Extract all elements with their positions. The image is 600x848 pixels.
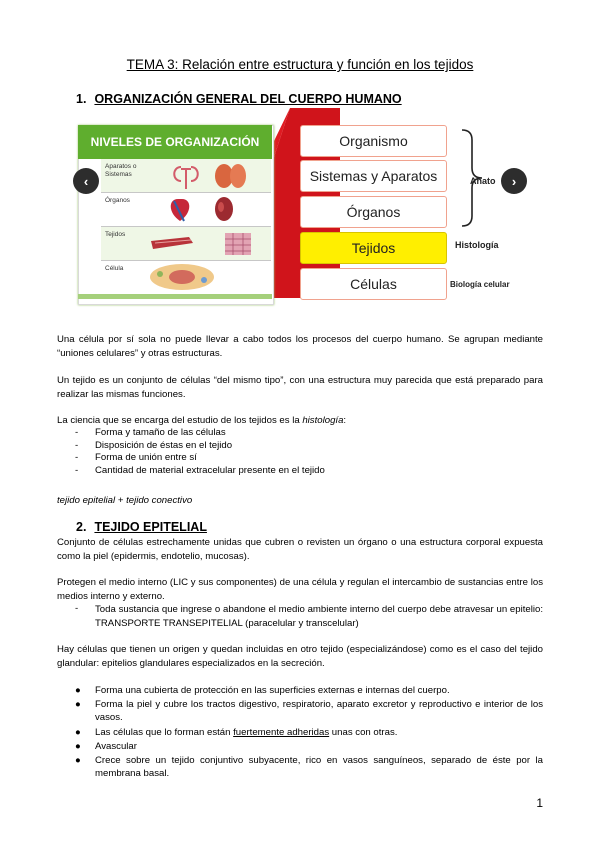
section-2-heading: [76, 520, 207, 534]
page-title: TEMA 3: Relación entre estructura y función en los tejidos: [126, 57, 474, 72]
list-item: ● Forma una cubierta de protección en las superficies externas e internas del cuerpo.: [75, 685, 450, 696]
tissue-note: tejido epitelial + tejido conectivo: [57, 495, 193, 506]
list-item: ● Las células que lo forman están fuertemente adheridas unas con otras.: [75, 726, 398, 738]
list-item: ● Avascular: [75, 740, 137, 752]
card-row-systems: Aparatos o Sistemas: [101, 159, 271, 193]
transport-list: [75, 603, 543, 630]
epithelial-features-list: [75, 684, 543, 781]
levels-card-body: [78, 159, 272, 299]
label-anatomia: Anato: [470, 176, 496, 186]
list-item: - Toda sustancia que ingrese o abandone el medio ambiente interno del cuerpo debe atravesar un epitelio: TRANSPORTE TRANSEPITELIAL (paracelular y transcelular): [75, 603, 543, 629]
label-biologia-celular: Biología celular: [450, 280, 510, 289]
level-celulas: Células: [300, 268, 447, 300]
histology-list: [75, 427, 325, 477]
section-2-number: 2.: [76, 520, 87, 534]
carousel-next-button[interactable]: ›: [501, 168, 527, 194]
list-item: - Forma y tamaño de las células: [75, 427, 226, 438]
paragraph-epithelial-protection: Protegen el medio interno (LIC y sus componentes) de una célula y regulan el intercambio de sustancias entre los medios interno y externo.: [57, 577, 543, 602]
section-1-number: 1.: [76, 92, 87, 106]
list-item: - Disposición de éstas en el tejido: [75, 439, 233, 451]
level-organismo: Organismo: [300, 125, 447, 157]
paragraph-histology: La ciencia que se encarga del estudio de los tejidos es la histología:: [57, 415, 347, 426]
paragraph-tissue-definition: Un tejido es un conjunto de células “del mismo tipo”, con una estructura muy parecida que está preparado para realizar las mismas funciones.: [57, 375, 543, 400]
tissues-illustration: [149, 229, 259, 259]
level-tejidos: Tejidos: [300, 232, 447, 264]
list-item: ● Crece sobre un tejido conjuntivo subyacente, rico en vasos sanguíneos, separado de éste por la membrana basal.: [75, 755, 543, 780]
paragraph-glandular: Hay células que tienen un origen y quedan incluidas en otro tejido (especializándose) como es el caso del tejido glandular: epitelios glandulares especializados en la secreción.: [57, 644, 543, 669]
list-item: - Forma de unión entre sí: [75, 452, 197, 464]
section-1-title: ORGANIZACIÓN GENERAL DEL CUERPO HUMANO: [94, 92, 402, 106]
card-row-organs: Órganos: [101, 193, 271, 227]
cell-illustration: [146, 262, 236, 292]
level-sistemas: Sistemas y Aparatos: [300, 160, 447, 192]
label-histologia: Histología: [455, 240, 499, 250]
list-item: ● Forma la piel y cubre los tractos digestivo, respiratorio, aparato excretor y reproductivo e interior de los vasos.: [75, 699, 543, 724]
card-row-cell: Célula: [101, 261, 271, 294]
paragraph-epithelial-definition: Conjunto de células estrechamente unidas que cubren o revisten un órgano o una estructura corporal expuesta como la piel (epidermis, endotelio, mucosas).: [57, 537, 543, 562]
organs-illustration: [166, 195, 256, 225]
paragraph-cell-groups: Una célula por sí sola no puede llevar a cabo todos los procesos del cuerpo humano. Se agrupan mediante “uniones celulares” y otras estructuras.: [57, 334, 543, 359]
levels-card-title: NIVELES DE ORGANIZACIÓN: [78, 125, 272, 159]
carousel-prev-button[interactable]: ‹: [73, 168, 99, 194]
section-2-title: TEJIDO EPITELIAL: [94, 520, 207, 534]
organ-systems-illustration: [166, 161, 246, 191]
card-row-tissues: Tejidos: [101, 227, 271, 261]
level-organos: Órganos: [300, 196, 447, 228]
page-number: 1: [536, 796, 543, 810]
section-1-heading: [76, 92, 402, 106]
list-item: - Cantidad de material extracelular presente en el tejido: [75, 464, 325, 476]
